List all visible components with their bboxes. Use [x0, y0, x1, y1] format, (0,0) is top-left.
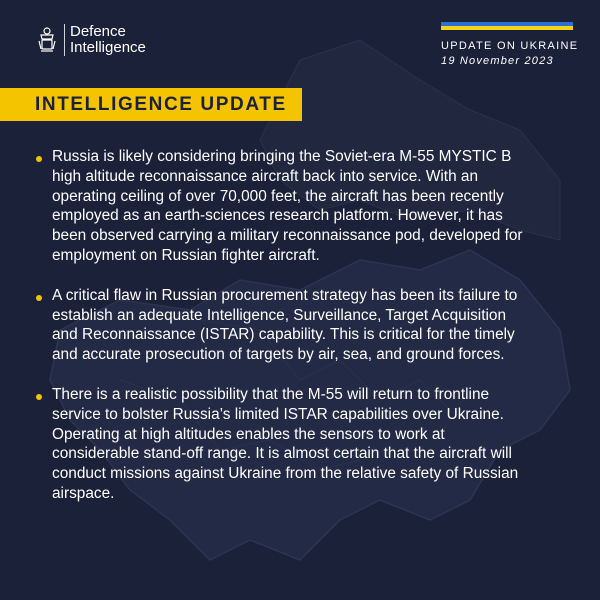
bullet-text: There is a realistic possibility that the M-55 will return to frontline service to bolster Russia’s limited ISTAR capabilities over Ukraine. Operating at high altitudes enables the sensors to work at considerable stand-off range. It is almost certain that the aircraft will conduct missions against Ukraine from the relative safety of Russian airspace. [52, 385, 519, 502]
bullet-dot-icon [36, 394, 42, 400]
bullet-list [36, 147, 566, 524]
bullet-dot-icon [36, 295, 42, 301]
update-title: UPDATE ON UKRAINE [441, 40, 579, 52]
logo-line-defence: Defence [70, 23, 126, 40]
bullet-item [36, 385, 566, 504]
update-date: 19 November 2023 [441, 55, 554, 67]
bullet-dot-icon [36, 156, 42, 162]
flag-yellow-stripe [441, 26, 573, 30]
logo-line-intelligence: Intelligence [70, 39, 146, 56]
banner-label: INTELLIGENCE UPDATE [35, 93, 287, 115]
bullet-text: Russia is likely considering bringing the Soviet-era M-55 MYSTIC B high altitude reconnaissance aircraft back into service. With an operating ceiling of over 70,000 feet, the aircraft has been recently employed as an earth-sciences research platform. However, it has been observed carrying a military reconnaissance pod, developed for employment on Russian fighter aircraft. [52, 148, 523, 264]
royal-crest-icon [36, 25, 58, 55]
bullet-item [36, 147, 566, 266]
bullet-text: A critical flaw in Russian procurement strategy has been its failure to establish an adequate Intelligence, Surveillance, Target Acquisition and Reconnaissance (ISTAR) capability. This is critical for the timely and accurate prosecution of targets by air, sea, and ground forces. [52, 286, 518, 364]
defence-intelligence-logo [36, 24, 146, 56]
ukraine-flag-stripe [441, 22, 573, 30]
bullet-item [36, 286, 566, 365]
intelligence-update-banner [0, 88, 302, 121]
logo-text [64, 24, 146, 56]
